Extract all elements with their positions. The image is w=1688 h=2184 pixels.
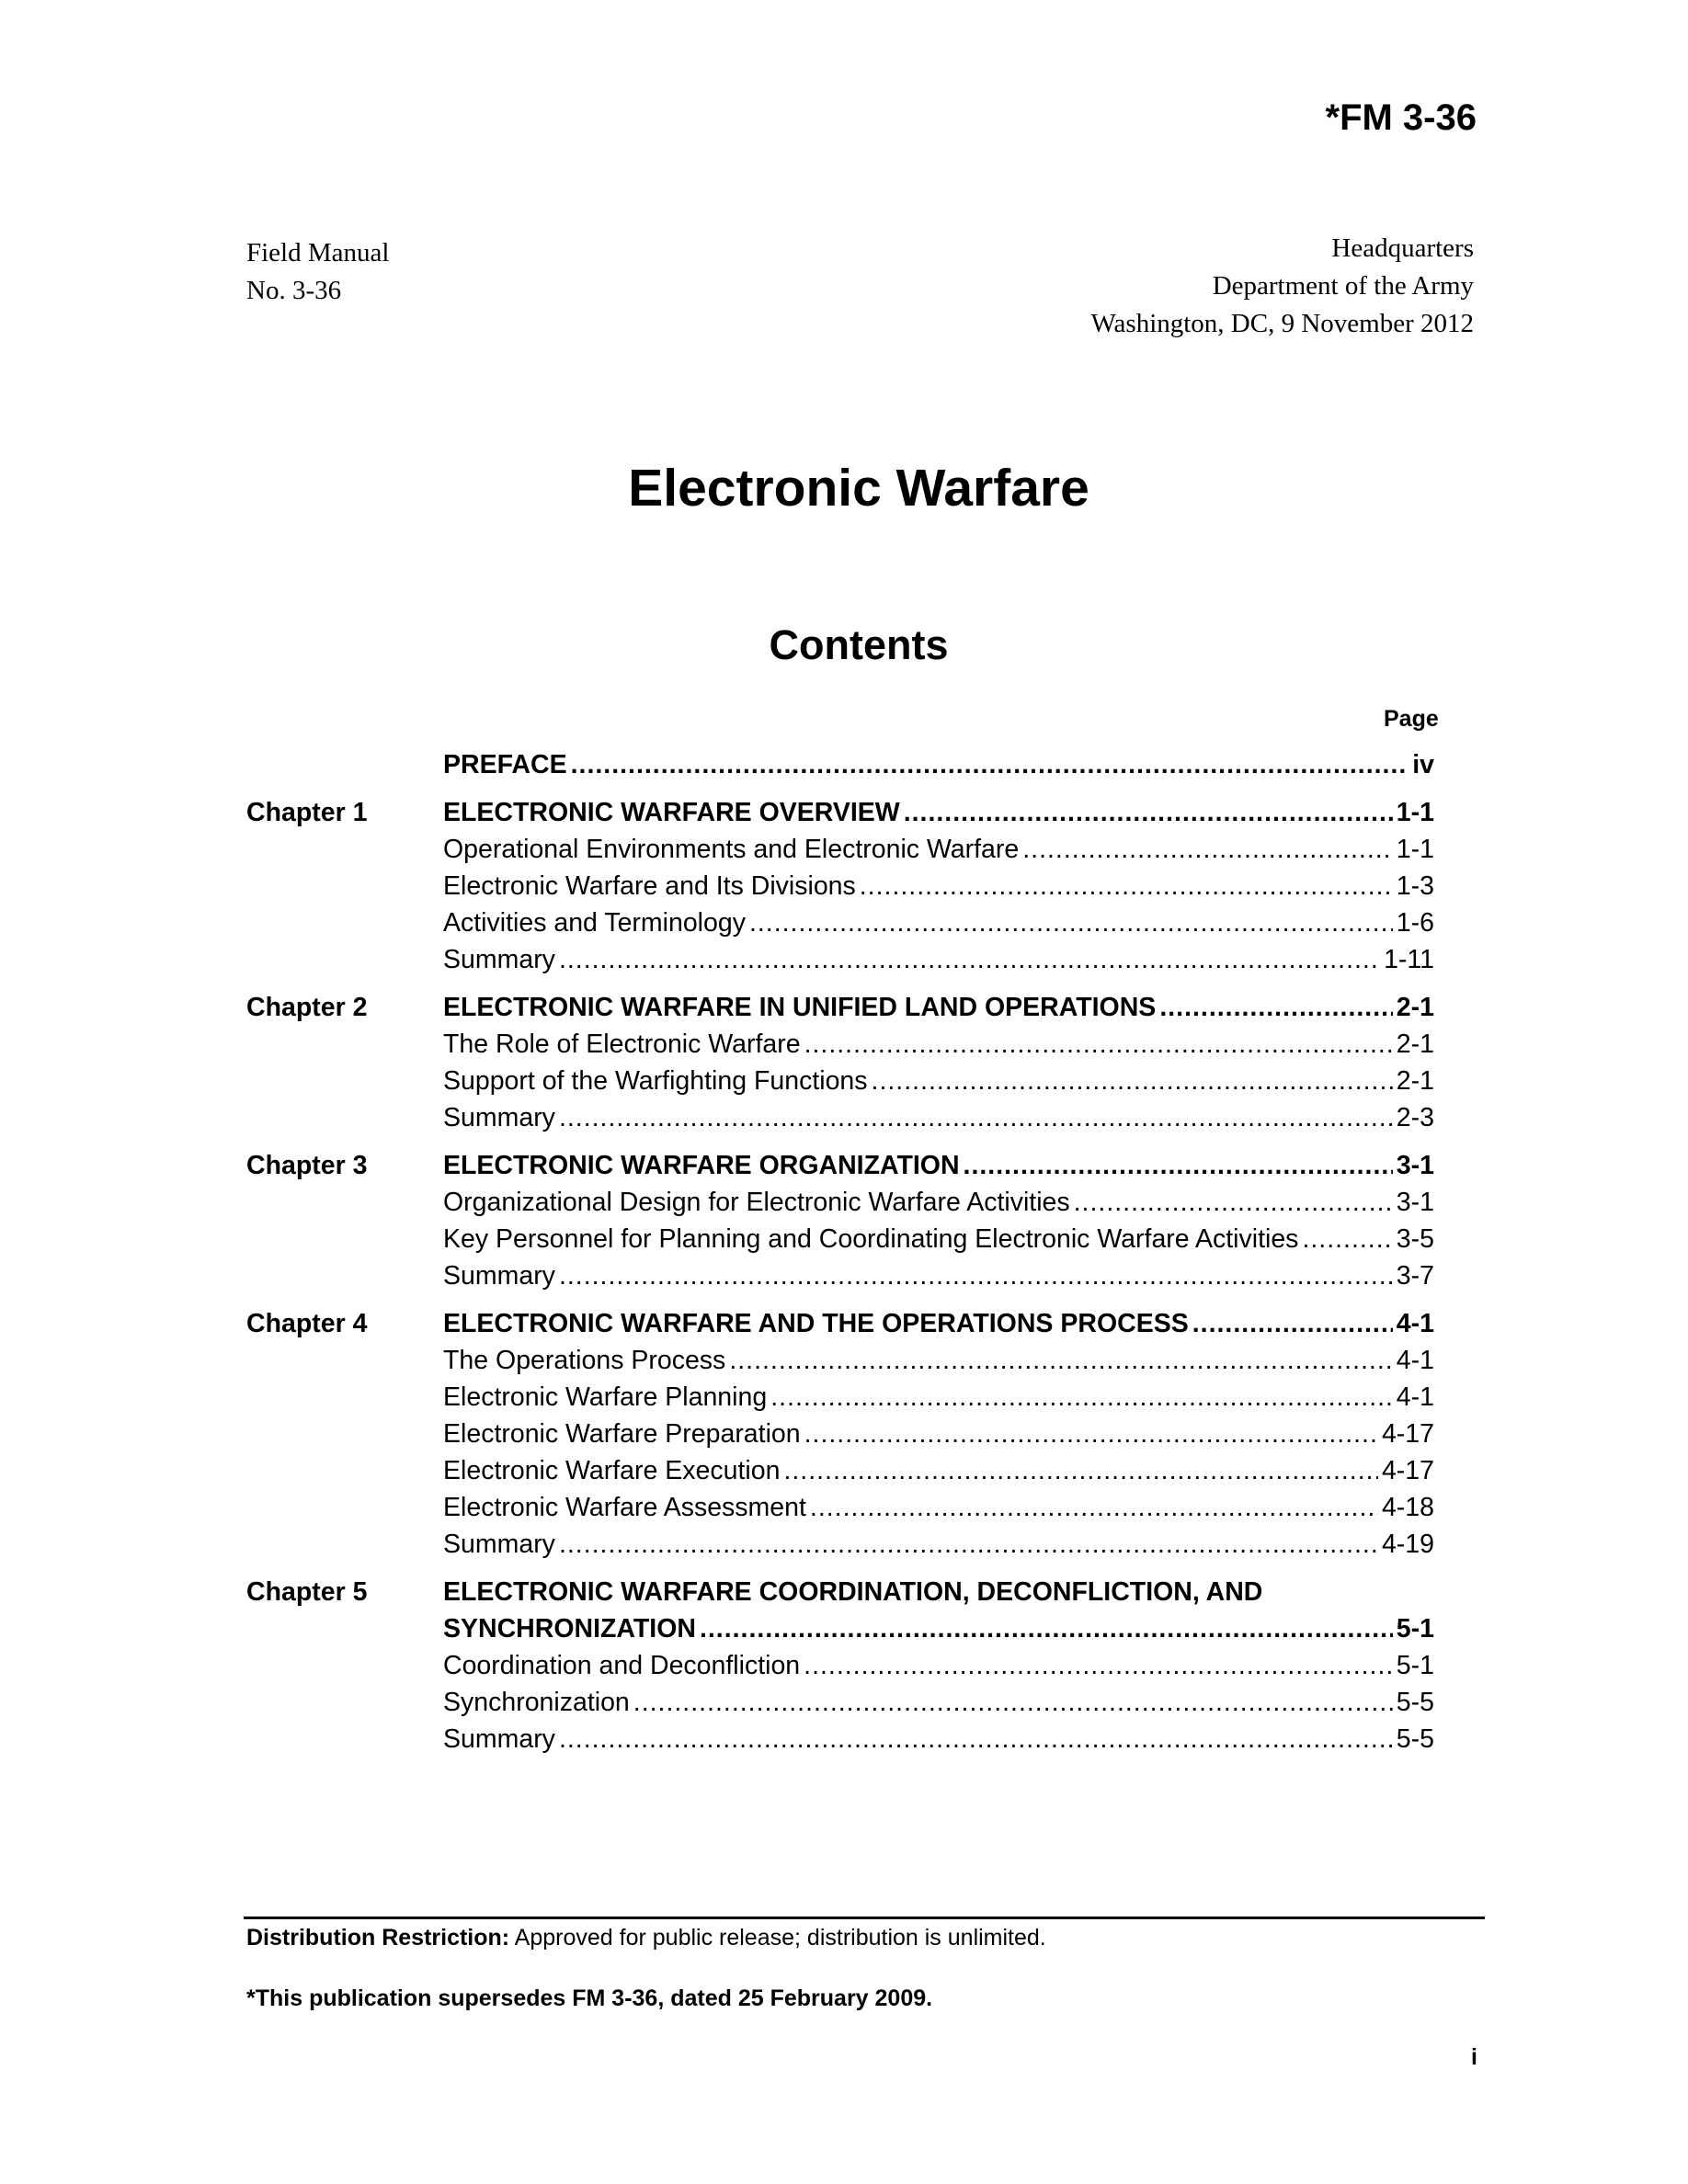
toc-entry[interactable]: Electronic Warfare and Its Divisions ..... 1-3 [443, 868, 1434, 904]
dot-leader [770, 1379, 1393, 1416]
toc-item [246, 941, 1434, 978]
toc-entry[interactable]: ELECTRONIC WARFARE ORGANIZATION ..... 3-1 [443, 1147, 1434, 1184]
toc-entry[interactable]: Support of the Warfighting Functions ..... 2-1 [443, 1063, 1434, 1099]
headquarters-block [1090, 230, 1474, 343]
toc-item [246, 1526, 1434, 1563]
toc-chapter-5 [246, 1574, 1434, 1610]
table-of-contents [246, 746, 1434, 1757]
toc-entry[interactable]: Key Personnel for Planning and Coordinating Electronic Warfare Activities ..... 3-5 [443, 1221, 1434, 1257]
dot-leader [1074, 1184, 1393, 1221]
toc-item [246, 1489, 1434, 1526]
chapter-label: Chapter 1 [246, 798, 368, 827]
toc-item [246, 1379, 1434, 1416]
dot-leader [804, 1416, 1378, 1452]
toc-item [246, 1647, 1434, 1684]
toc-entry[interactable]: Electronic Warfare Execution ..... 4-17 [443, 1452, 1434, 1489]
toc-item [246, 1684, 1434, 1721]
toc-item [246, 1063, 1434, 1099]
chapter-label: Chapter 4 [246, 1309, 368, 1338]
dot-leader [804, 1026, 1393, 1063]
toc-chapter-5-cont [246, 1610, 1434, 1647]
toc-entry[interactable]: Summary ..... 2-3 [443, 1099, 1434, 1136]
footer-divider [244, 1917, 1485, 1919]
dot-leader [810, 1489, 1378, 1526]
dot-leader [559, 1099, 1393, 1136]
toc-entry[interactable]: Summary ..... 4-19 [443, 1526, 1434, 1563]
hq-line-1: Headquarters [1331, 233, 1474, 263]
toc-item [246, 868, 1434, 904]
page-number: i [1471, 2044, 1477, 2070]
dot-leader [1022, 831, 1393, 868]
distribution-text: Approved for public release; distribution is unlimited. [509, 1925, 1046, 1951]
page-column-label: Page [1384, 706, 1439, 732]
toc-entry[interactable]: Electronic Warfare Planning ..... 4-1 [443, 1379, 1434, 1416]
toc-entry[interactable]: PREFACE ..... iv [443, 746, 1434, 783]
dot-leader [700, 1610, 1393, 1647]
dot-leader [729, 1342, 1392, 1379]
dot-leader [1159, 989, 1392, 1026]
dot-leader [804, 1647, 1393, 1684]
toc-item [246, 904, 1434, 941]
dot-leader [559, 1526, 1378, 1563]
toc-entry[interactable]: Organizational Design for Electronic Warfare Activities ..... 3-1 [443, 1184, 1434, 1221]
dot-leader [559, 1257, 1393, 1294]
dot-leader [872, 1063, 1393, 1099]
toc-entry[interactable]: The Operations Process ..... 4-1 [443, 1342, 1434, 1379]
toc-item [246, 1342, 1434, 1379]
toc-entry[interactable]: Summary ..... 1-11 [443, 941, 1434, 978]
dot-leader [633, 1684, 1393, 1721]
toc-entry[interactable]: Operational Environments and Electronic Warfare ..... 1-1 [443, 831, 1434, 868]
toc-item [246, 1416, 1434, 1452]
dot-leader [860, 868, 1393, 904]
chapter-label: Chapter 2 [246, 993, 368, 1022]
toc-entry[interactable]: Summary ..... 5-5 [443, 1721, 1434, 1757]
chapter-label: Chapter 5 [246, 1577, 368, 1607]
dot-leader [559, 941, 1380, 978]
toc-entry[interactable]: ELECTRONIC WARFARE OVERVIEW ..... 1-1 [443, 794, 1434, 831]
toc-chapter-2 [246, 989, 1434, 1026]
toc-entry[interactable]: ELECTRONIC WARFARE IN UNIFIED LAND OPERATIONS ..... 2-1 [443, 989, 1434, 1026]
toc-item [246, 831, 1434, 868]
toc-chapter-4 [246, 1305, 1434, 1342]
toc-entry[interactable]: The Role of Electronic Warfare ..... 2-1 [443, 1026, 1434, 1063]
dot-leader [749, 904, 1393, 941]
hq-line-2: Department of the Army [1212, 271, 1474, 301]
toc-item [246, 1452, 1434, 1489]
toc-entry[interactable]: Electronic Warfare Preparation ..... 4-17 [443, 1416, 1434, 1452]
toc-entry[interactable]: ELECTRONIC WARFARE AND THE OPERATIONS PROCESS ..... 4-1 [443, 1305, 1434, 1342]
dot-leader [964, 1147, 1393, 1184]
toc-entry[interactable]: Activities and Terminology ..... 1-6 [443, 904, 1434, 941]
document-id: *FM 3-36 [1325, 97, 1477, 138]
toc-entry[interactable]: Synchronization ..... 5-5 [443, 1684, 1434, 1721]
field-manual-block [246, 234, 389, 310]
dot-leader [559, 1721, 1393, 1757]
distribution-restriction [246, 1921, 1046, 1954]
manual-number: No. 3-36 [246, 276, 342, 305]
toc-item [246, 1221, 1434, 1257]
supersedes-note: *This publication supersedes FM 3-36, dated 25 February 2009. [246, 1985, 933, 2011]
chapter-label: Chapter 3 [246, 1151, 368, 1180]
toc-item [246, 1099, 1434, 1136]
dot-leader [783, 1452, 1378, 1489]
contents-heading: Contents [769, 621, 949, 668]
toc-entry[interactable]: Electronic Warfare Assessment ..... 4-18 [443, 1489, 1434, 1526]
hq-line-3: Washington, DC, 9 November 2012 [1090, 309, 1474, 338]
dot-leader [904, 794, 1393, 831]
toc-item [246, 1184, 1434, 1221]
field-manual-label: Field Manual [246, 238, 390, 267]
toc-chapter-3 [246, 1147, 1434, 1184]
toc-preface [246, 746, 1434, 783]
dot-leader [571, 746, 1409, 783]
document-title: Electronic Warfare [628, 459, 1089, 518]
toc-chapter-1 [246, 794, 1434, 831]
dot-leader [1192, 1305, 1393, 1342]
dot-leader [1302, 1221, 1392, 1257]
toc-entry[interactable]: Summary ..... 3-7 [443, 1257, 1434, 1294]
toc-item [246, 1721, 1434, 1757]
toc-entry[interactable]: SYNCHRONIZATION ..... 5-1 [443, 1610, 1434, 1647]
toc-item [246, 1026, 1434, 1063]
toc-item [246, 1257, 1434, 1294]
distribution-label: Distribution Restriction: [246, 1925, 510, 1951]
toc-entry[interactable]: Coordination and Deconfliction ..... 5-1 [443, 1647, 1434, 1684]
toc-entry-line-1[interactable]: ELECTRONIC WARFARE COORDINATION, DECONFLICTION, AND [443, 1577, 1263, 1607]
